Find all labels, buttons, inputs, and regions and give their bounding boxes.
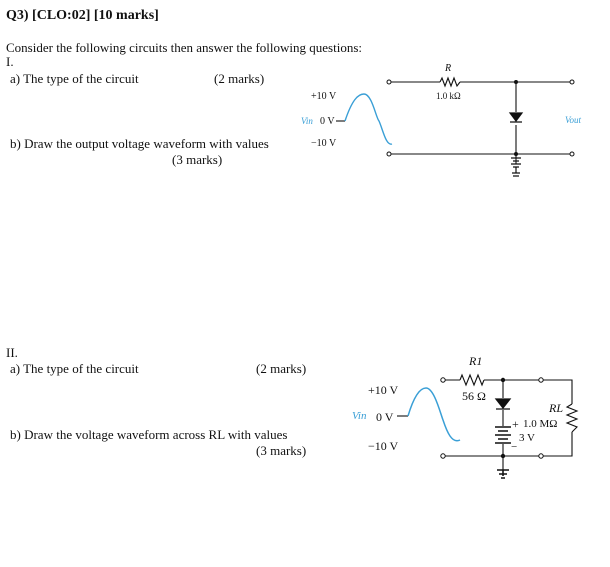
part2-vin-label: Vin	[352, 410, 367, 422]
part1-question-b: b) Draw the output voltage waveform with values	[10, 136, 269, 151]
part1-question-a-marks: (2 marks)	[214, 71, 265, 86]
part2-question-b-marks: (3 marks)	[256, 443, 307, 458]
part2-output-bottom-terminal	[539, 454, 543, 458]
part1-input-plus-label: +10 V	[311, 91, 337, 102]
part2-input-zero-label: 0 V	[376, 410, 394, 424]
part2-rl-value: 1.0 MΩ	[523, 418, 558, 430]
part1-resistor-value: 1.0 kΩ	[436, 91, 461, 101]
part1-question-a: a) The type of the circuit	[10, 71, 139, 86]
part2-diode	[496, 399, 510, 409]
part2-input-bottom-terminal	[441, 454, 445, 458]
part2-input-minus-label: −10 V	[368, 439, 399, 453]
part2-numeral: II.	[6, 345, 18, 360]
part1-question-b-marks: (3 marks)	[172, 152, 223, 167]
part1-input-minus-label: −10 V	[311, 138, 337, 149]
part1-input-zero-label: 0 V	[320, 116, 335, 127]
part2-battery-value: 3 V	[519, 432, 535, 444]
part2-top-wire	[443, 380, 572, 456]
part2-junction-top	[501, 378, 505, 382]
part1-resistor-symbol: R	[445, 63, 452, 74]
part2-battery-minus: −	[511, 441, 518, 453]
part1-vin-label: Vin	[301, 116, 313, 126]
part2-input-top-terminal	[441, 378, 445, 382]
part2-battery	[495, 427, 511, 443]
question-intro: Consider the following circuits then answer the following questions:	[6, 40, 362, 55]
part2-input-plus-label: +10 V	[368, 383, 399, 397]
part2-question-a: a) The type of the circuit	[10, 361, 139, 376]
part2-rl-symbol: RL	[549, 401, 564, 415]
part2-ground	[497, 470, 509, 478]
part2-r1-symbol: R1	[469, 354, 483, 368]
part2-input-sine	[408, 388, 460, 441]
part2-question-a-marks: (2 marks)	[256, 361, 307, 376]
question-header: Q3) [CLO:02] [10 marks]	[6, 8, 159, 23]
part2-r1	[460, 375, 484, 385]
part2-junction-bottom	[501, 454, 505, 458]
part2-battery-plus: +	[512, 417, 519, 431]
part2-question-b: b) Draw the voltage waveform across RL with values	[10, 427, 288, 442]
part1-numeral: I.	[6, 54, 14, 69]
part2-rl	[567, 404, 577, 432]
part2-output-top-terminal	[539, 378, 543, 382]
part2-r1-value: 56 Ω	[462, 389, 486, 403]
part1-vout-label: Vout	[565, 115, 582, 125]
